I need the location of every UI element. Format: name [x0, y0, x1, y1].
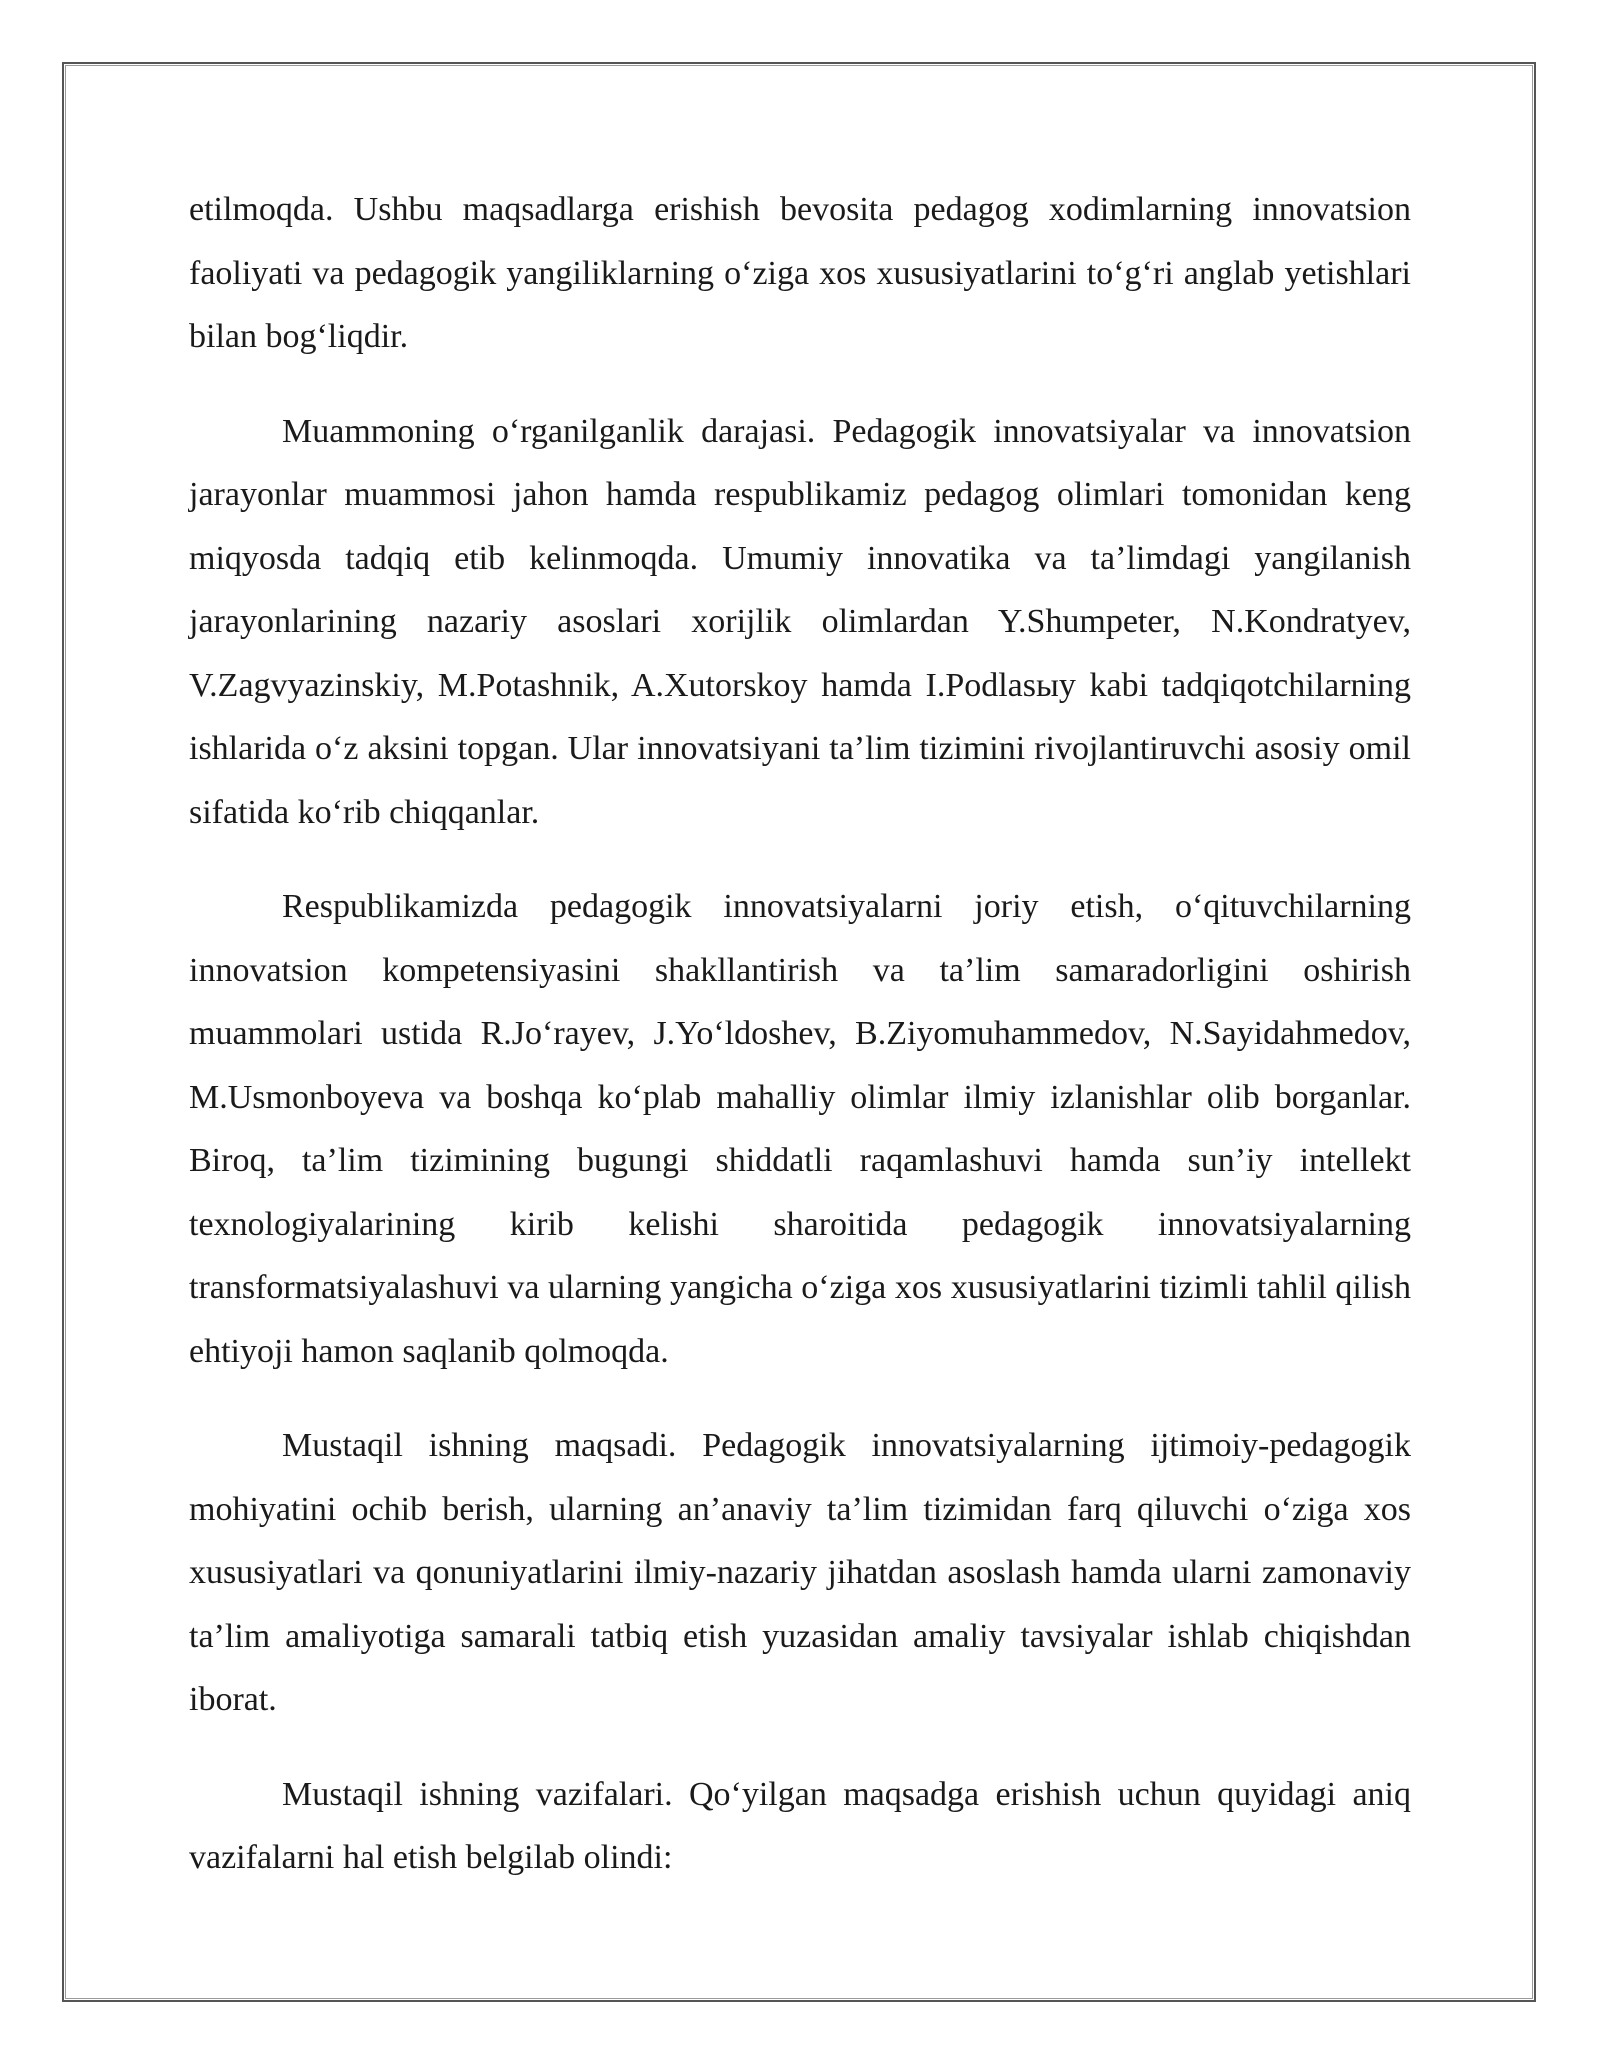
- document-body: [189, 178, 1411, 1921]
- paragraph-local-scholars: Respublikamizda pedagogik innovatsiyalarni joriy etish, o‘qituvchilarning innovatsion kompetensiyasini shakllantirish va ta’lim samaradorligini oshirish muammolari ustida R.Jo‘rayev, J.Yo‘ldoshev, B.Ziyomuhammedov, N.Sayidahmedov, M.Usmonboyeva va boshqa ko‘plab mahalliy olimlar ilmiy izlanishlar olib borganlar. Biroq, ta’lim tizimining bugungi shiddatli raqamlashuvi hamda sun’iy intellekt texnologiyalarining kirib kelishi sharoitida pedagogik innovatsiyalarning transformatsiyalashuvi va ularning yangicha o‘ziga xos xususiyatlarini tizimli tahlil qilish ehtiyoji hamon saqlanib qolmoqda.: [189, 888, 1411, 1370]
- paragraph-work-tasks: Mustaqil ishning vazifalari. Qo‘yilgan maqsadga erishish uchun quyidagi aniq vazifalarni hal etish belgilab olindi:: [189, 1775, 1411, 1876]
- paragraph-research-level: Muammoning o‘rganilganlik darajasi. Pedagogik innovatsiyalar va innovatsion jarayonlar muammosi jahon hamda respublikamiz pedagog olimlari tomonidan keng miqyosda tadqiq etib kelinmoqda. Umumiy innovatika va ta’limdagi yangilanish jarayonlarining nazariy asoslari xorijlik olimlardan Y.Shumpeter, N.Kondratyev, V.Zagvyazinskiy, M.Potashnik, A.Xutorskoy hamda I.Podlasыy kabi tadqiqotchilarning ishlarida o‘z aksini topgan. Ular innovatsiyani ta’lim tizimini rivojlantiruvchi asosiy omil sifatida ko‘rib chiqqanlar.: [189, 412, 1411, 831]
- paragraph-intro-continuation: etilmoqda. Ushbu maqsadlarga erishish bevosita pedagog xodimlarning innovatsion faoliyati va pedagogik yangiliklarning o‘ziga xos xususiyatlarini to‘g‘ri anglab yetishlari bilan bog‘liqdir.: [189, 191, 1411, 355]
- paragraph-work-goal: Mustaqil ishning maqsadi. Pedagogik innovatsiyalarning ijtimoiy-pedagogik mohiyatini ochib berish, ularning an’anaviy ta’lim tizimidan farq qiluvchi o‘ziga xos xususiyatlari va qonuniyatlarini ilmiy-nazariy jihatdan asoslash hamda ularni zamonaviy ta’lim amaliyotiga samarali tatbiq etish yuzasidan amaliy tavsiyalar ishlab chiqishdan iborat.: [189, 1427, 1411, 1718]
